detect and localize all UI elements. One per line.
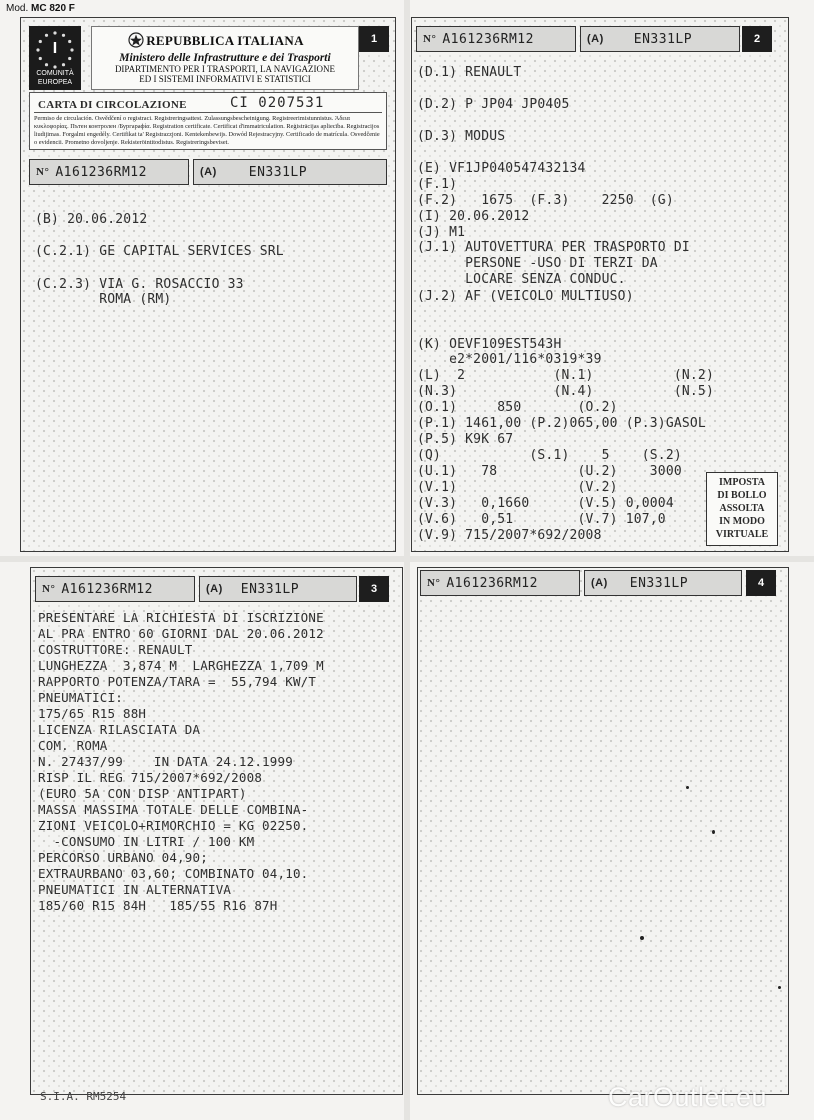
tax-stamp-box <box>706 472 778 546</box>
a-label: (A) <box>591 577 608 589</box>
notes-line-9: COM. ROMA <box>38 738 108 753</box>
ink-speck <box>686 786 689 789</box>
plate-box <box>584 570 742 596</box>
field-v1-v2: (V.1) (V.2) <box>417 480 618 495</box>
eu-emblem <box>29 26 81 90</box>
notes-line-8: LICENZA RILASCIATA DA <box>38 722 201 737</box>
field-d3: (D.3) MODUS <box>417 129 506 144</box>
field-c23-city: ROMA (RM) <box>35 292 172 307</box>
panel-3 <box>30 567 403 1095</box>
field-p5: (P.5) K9K 67 <box>417 432 514 447</box>
field-v6-v7: (V.6) 0,51 (V.7) 107,0 <box>417 512 666 527</box>
field-j1: (J.1) AUTOVETTURA PER TRASPORTO DI <box>417 240 690 255</box>
panel-number-4: 4 <box>746 570 776 596</box>
notes-line-3: COSTRUTTORE: RENAULT <box>38 642 193 657</box>
ink-speck <box>712 830 715 834</box>
plate-number: EN331LP <box>629 575 689 591</box>
field-u: (U.1) 78 (U.2) 3000 <box>417 464 682 479</box>
notes-line-2: AL PRA ENTRO 60 GIORNI DAL 20.06.2012 <box>38 626 324 641</box>
panel-number-1: 1 <box>359 26 389 52</box>
fold-line-horizontal <box>0 556 814 562</box>
field-j1-cont: PERSONE -USO DI TERZI DA <box>417 256 658 271</box>
field-p: (P.1) 1461,00 (P.2)065,00 (P.3)GASOL <box>417 416 706 431</box>
department-line-1: DIPARTIMENTO PER I TRASPORTI, LA NAVIGAZIONE <box>114 64 336 74</box>
field-b: (B) 20.06.2012 <box>35 212 148 227</box>
panel-2 <box>411 17 789 552</box>
ministry-header <box>91 26 359 90</box>
registration-number: A161236RM12 <box>55 164 147 180</box>
n-label: N° <box>42 583 56 595</box>
a-label: (A) <box>587 33 604 45</box>
registration-number-box <box>29 159 189 185</box>
plate-box <box>199 576 357 602</box>
form-code-label: Mod. MC 820 F <box>6 3 75 14</box>
eu-label-1: COMUNITÀ <box>36 70 74 77</box>
notes-line-10: N. 27437/99 IN DATA 24.12.1999 <box>38 754 293 769</box>
bollo-line-3: ASSOLTA <box>719 503 765 514</box>
department-line-2: ED I SISTEMI INFORMATIVI E STATISTICI <box>139 74 311 84</box>
card-number: CI 0207531 <box>230 95 325 111</box>
field-o: (O.1) 850 (O.2) <box>417 400 618 415</box>
registration-number: A161236RM12 <box>446 575 538 591</box>
ink-speck <box>640 936 644 940</box>
field-f1: (F.1) <box>417 177 458 192</box>
eu-label-2: EUROPEA <box>37 79 73 86</box>
panel-number-2: 2 <box>742 26 772 52</box>
bollo-line-5: VIRTUALE <box>715 529 769 540</box>
notes-line-6: PNEUMATICI: <box>38 690 123 705</box>
field-j: (J) M1 <box>417 225 466 240</box>
ink-speck <box>778 986 781 989</box>
notes-line-1: PRESENTARE LA RICHIESTA DI ISCRIZIONE <box>38 610 324 625</box>
field-k-approval: e2*2001/116*0319*39 <box>417 352 602 367</box>
n-label: N° <box>423 33 437 45</box>
notes-line-17: EXTRAURBANO 03,60; COMBINATO 04,10. <box>38 866 309 881</box>
multilingual-text: Permiso de circulación. Osvědčení o registraci. Registreringsattest. Zulassungsbescheinigung. Registreerimistunnistus. Άδεια κυκλοφορίας. Пътен контролен /Бургарафία. Registration certificate. Certificat d'immatriculation. Reģistrācijas apliecība. Registracijos liudijimas. Forgalmi engedély. Certifikat ta' Registrazzjoni. Kentekenbewijs. Dowód Rejestracyjny. Certificado de matrícula. Osvedčenie o evidencii. Prometno dovoljenje. Rekisteröintitodistus. Registreringsbeviset. <box>34 115 380 146</box>
n-label: N° <box>427 577 441 589</box>
field-e: (E) VF1JP040547432134 <box>417 161 586 176</box>
field-c21: (C.2.1) GE CAPITAL SERVICES SRL <box>35 244 284 259</box>
registration-number-box <box>420 570 580 596</box>
field-n3-n5: (N.3) (N.4) (N.5) <box>417 384 714 399</box>
panel-4 <box>417 567 789 1095</box>
country-letter: I <box>52 40 58 57</box>
field-j1-cont2: LOCARE SENZA CONDUC. <box>417 272 626 287</box>
notes-line-16: PERCORSO URBANO 04,90; <box>38 850 208 865</box>
field-d1: (D.1) RENAULT <box>417 65 522 80</box>
plate-number: EN331LP <box>633 31 693 47</box>
plate-box <box>193 159 387 185</box>
field-d2: (D.2) P JP04 JP0405 <box>417 97 570 112</box>
field-c23: (C.2.3) VIA G. ROSACCIO 33 <box>35 277 244 292</box>
field-v3-v5: (V.3) 0,1660 (V.5) 0,0004 <box>417 496 674 511</box>
card-title: CARTA DI CIRCOLAZIONE <box>38 99 187 111</box>
field-k: (K) OEVF109EST543H <box>417 337 562 352</box>
plate-number: EN331LP <box>248 164 308 180</box>
notes-line-7: 175/65 R15 88H <box>38 706 147 721</box>
field-q-s: (Q) (S.1) 5 (S.2) <box>417 448 682 463</box>
bollo-line-2: DI BOLLO <box>717 490 767 501</box>
notes-line-18: PNEUMATICI IN ALTERNATIVA <box>38 882 232 897</box>
registration-number: A161236RM12 <box>442 31 534 47</box>
a-label: (A) <box>200 166 217 178</box>
field-i: (I) 20.06.2012 <box>417 209 530 224</box>
bollo-line-4: IN MODO <box>719 516 765 527</box>
field-j2: (J.2) AF (VEICOLO MULTIUSO) <box>417 289 634 304</box>
plate-number: EN331LP <box>240 581 300 597</box>
field-f2: (F.2) 1675 (F.3) 2250 (G) <box>417 193 674 208</box>
registration-number-box <box>416 26 576 52</box>
plate-box <box>580 26 740 52</box>
registration-number: A161236RM12 <box>61 581 153 597</box>
notes-line-12: (EURO 5A CON DISP ANTIPART) <box>38 786 247 801</box>
notes-line-19: 185/60 R15 84H 185/55 R16 87H <box>38 898 278 913</box>
republic-title: REPUBBLICA ITALIANA <box>146 33 304 48</box>
notes-line-15: -CONSUMO IN LITRI / 100 KM <box>38 834 255 849</box>
card-divider <box>34 112 382 113</box>
watermark: CarOutlet.eu <box>608 1082 768 1112</box>
notes-line-4: LUNGHEZZA 3,874 M LARGHEZZA 1,709 M <box>38 658 324 673</box>
field-v9: (V.9) 715/2007*692/2008 <box>417 528 602 543</box>
notes-line-11: RISP IL REG 715/2007*692/2008 <box>38 770 263 785</box>
field-l-n: (L) 2 (N.1) (N.2) <box>417 368 714 383</box>
footer-code: S.I.A. RM5254 <box>40 1090 127 1103</box>
registration-number-box <box>35 576 195 602</box>
registration-card-title-box <box>29 92 387 150</box>
bollo-line-1: IMPOSTA <box>719 477 765 488</box>
notes-line-5: RAPPORTO POTENZA/TARA = 55,794 KW/T <box>38 674 317 689</box>
n-label: N° <box>36 166 50 178</box>
a-label: (A) <box>206 583 223 595</box>
panel-1 <box>20 17 396 552</box>
notes-line-14: ZIONI VEICOLO+RIMORCHIO = KG 02250. <box>38 818 309 833</box>
notes-line-13: MASSA MASSIMA TOTALE DELLE COMBINA- <box>38 802 309 817</box>
emblem-icon <box>128 32 144 48</box>
panel-number-3: 3 <box>359 576 389 602</box>
ministry-name: Ministero delle Infrastrutture e dei Trasporti <box>119 52 331 64</box>
